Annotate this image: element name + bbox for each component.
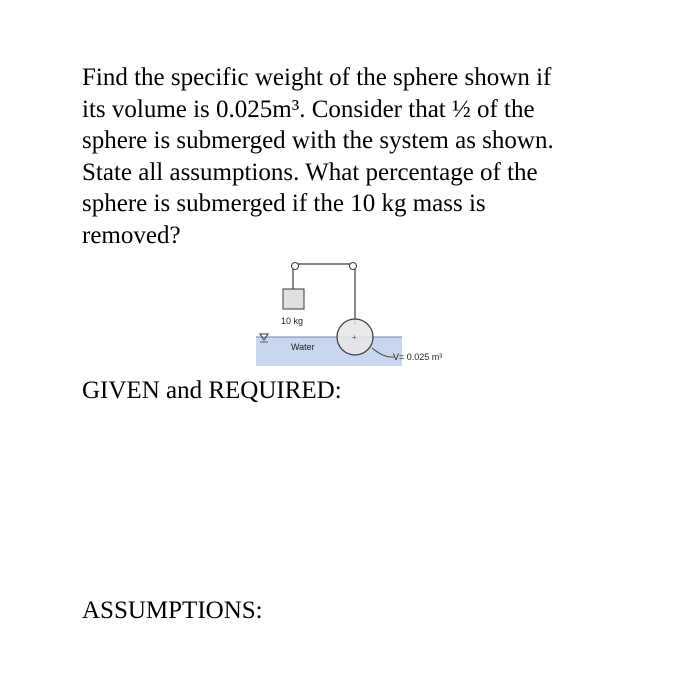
problem-line: its volume is 0.025m³. Consider that ½ of the <box>82 95 535 123</box>
assumptions-heading: ASSUMPTIONS: <box>82 597 263 624</box>
problem-statement <box>82 62 642 251</box>
water-body <box>256 337 402 366</box>
given-required-heading: GIVEN and REQUIRED: <box>82 377 342 404</box>
left-pulley-icon <box>292 263 299 270</box>
problem-line: State all assumptions. What percentage of the <box>82 158 538 186</box>
problem-line: removed? <box>82 221 181 249</box>
pulley-sphere-diagram <box>250 256 470 376</box>
problem-line: sphere is submerged if the 10 kg mass is <box>82 190 486 217</box>
volume-label: V= 0.025 m³ <box>393 352 443 362</box>
sphere-center-marker: + <box>352 333 357 342</box>
mass-label: 10 kg <box>281 316 304 326</box>
problem-line: Find the specific weight of the sphere shown if <box>82 64 552 91</box>
right-pulley-icon <box>350 263 357 270</box>
water-label: Water <box>291 342 315 352</box>
problem-line: sphere is submerged with the system as shown. <box>82 127 554 154</box>
mass-block <box>283 289 304 309</box>
